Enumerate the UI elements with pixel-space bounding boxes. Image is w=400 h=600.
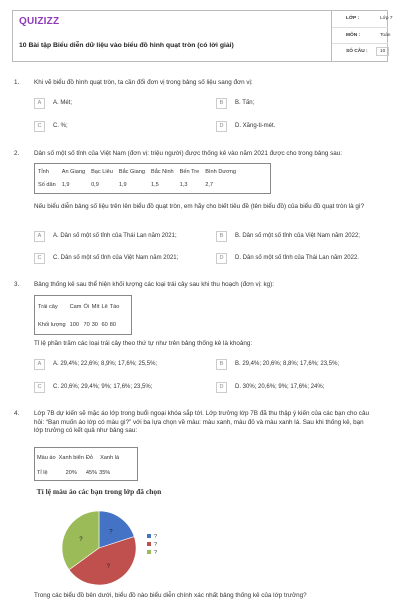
- option-letter: A: [34, 98, 45, 109]
- option-letter: C: [34, 382, 45, 393]
- question-4: [12, 410, 388, 600]
- fruit-table-grid: [35, 298, 120, 334]
- option-b[interactable]: [216, 359, 366, 371]
- table-cell: 1,5: [150, 181, 159, 188]
- table-cell: Số dân: [38, 181, 56, 188]
- table-cell: Màu áo: [37, 454, 56, 461]
- option-letter: B: [216, 98, 227, 109]
- question-followup: Tỉ lệ phần trăm các loại trái cây theo thứ tự như trên bảng thống kê là khoảng:: [34, 340, 253, 347]
- table-cell: 35%: [99, 469, 111, 476]
- shirt-color-table: [34, 447, 138, 481]
- option-a[interactable]: [34, 231, 184, 243]
- subject-label: MÔN :: [346, 32, 361, 38]
- option-text: D. Dân số một số tỉnh của Thái Lan năm 2022.: [235, 255, 359, 261]
- question-number: 1.: [14, 79, 20, 86]
- option-text: C. %;: [53, 123, 68, 129]
- option-letter: C: [34, 253, 45, 264]
- option-d[interactable]: [216, 253, 366, 265]
- question-text: Lớp 7B dự kiến sẽ mặc áo lớp trong buổi ngoại khóa sắp tới. Lớp trưởng lớp 7B đã thu thập ý kiến của các bạn cho câu hỏi: “Bạn muốn áo lớp có màu gì?” với ba lựa chọn về màu: màu xanh, màu đỏ và màu xanh lá. Sau khi thống kê, bạn lớp trưởng có kết quả như bảng sau:: [34, 410, 369, 434]
- question-number: 2.: [14, 150, 20, 157]
- table-row: [35, 165, 239, 178]
- question-text: Bảng thống kê sau thể hiện khối lượng các loại trái cây sau khi thu hoạch (đơn vị: kg):: [34, 281, 274, 288]
- option-text: A. Dân số một số tỉnh của Thái Lan năm 2021;: [53, 233, 177, 239]
- table-cell: Táo: [109, 304, 120, 310]
- table-row: [35, 465, 121, 480]
- option-letter: B: [216, 359, 227, 370]
- worksheet-meta: [331, 11, 393, 61]
- option-text: C. 20,6%; 29,4%; 9%; 17,6%; 23,5%;: [53, 384, 153, 390]
- option-text: B. Dân số một số tỉnh của Việt Nam năm 2022;: [235, 233, 360, 239]
- subject-value: Toán: [380, 32, 391, 38]
- question-followup: Nếu biểu diễn bảng số liệu trên lên biểu đồ quạt tròn, em hãy cho biết tiêu đề (tên biểu đồ) của biểu đồ quạt tròn là gì?: [34, 203, 365, 210]
- meta-class-row: [332, 11, 393, 28]
- option-d[interactable]: [216, 121, 366, 133]
- option-c[interactable]: [34, 121, 184, 133]
- table-cell: 1,9: [118, 181, 127, 188]
- table-cell: Bình Dương: [205, 168, 237, 175]
- table-cell: Đỏ: [85, 454, 94, 461]
- question-number: 3.: [14, 281, 20, 288]
- table-cell: 1,3: [179, 181, 188, 188]
- table-cell: 70: [83, 322, 90, 328]
- legend-label-0: ?: [154, 534, 158, 540]
- table-cell: 80: [109, 322, 116, 328]
- table-cell: 30: [91, 322, 98, 328]
- option-c[interactable]: [34, 253, 184, 265]
- table-cell: 0,9: [91, 181, 99, 188]
- slice-label-0: ?: [109, 529, 113, 536]
- table-cell: Tỉnh: [38, 168, 49, 175]
- worksheet-header: [12, 10, 393, 62]
- option-letter: C: [34, 121, 45, 132]
- option-text: D. 30%; 20,6%; 9%; 17,6%; 24%;: [235, 384, 325, 390]
- slice-label-2: ?: [79, 536, 83, 543]
- option-c[interactable]: [34, 382, 184, 394]
- option-text: A. Mét;: [53, 100, 73, 106]
- table-cell: Bạc Liêu: [91, 168, 113, 175]
- question-1: [12, 79, 388, 139]
- question-count-label: SỐ CÂU :: [346, 49, 368, 55]
- option-letter: D: [216, 382, 227, 393]
- option-letter: B: [216, 231, 227, 242]
- question-text: Khi vẽ biểu đồ hình quạt tròn, ta cần đổi đơn vị trong bảng số liệu sang đơn vị:: [34, 79, 253, 86]
- option-letter: A: [34, 359, 45, 370]
- chart-title: Tỉ lệ màu áo các bạn trong lớp đã chọn: [36, 487, 162, 496]
- fruit-table: [34, 295, 132, 335]
- population-table-grid: [35, 165, 239, 191]
- legend-swatch-1: [147, 542, 151, 546]
- option-a[interactable]: [34, 98, 184, 110]
- table-cell: Mít: [91, 304, 100, 310]
- legend-swatch-2: [147, 550, 151, 554]
- meta-count-row: [332, 44, 388, 61]
- option-letter: A: [34, 231, 45, 242]
- table-cell: Trái cây: [38, 304, 58, 310]
- question-count-value: 10: [376, 47, 389, 56]
- option-text: B. Tấn;: [235, 100, 255, 106]
- table-cell: 45%: [85, 469, 98, 476]
- table-cell: 2,7: [205, 181, 214, 188]
- table-cell: Cam: [69, 304, 82, 310]
- option-d[interactable]: [216, 382, 366, 394]
- question-text: Dân số một số tỉnh của Việt Nam (đơn vị: triệu người) được thống kê vào năm 2021 được cho trong bảng sau:: [34, 150, 343, 157]
- option-letter: D: [216, 253, 227, 264]
- question-2: [12, 150, 388, 270]
- table-cell: An Giang: [61, 168, 86, 175]
- table-row: [35, 450, 121, 465]
- table-cell: 100: [69, 322, 79, 328]
- option-text: C. Dân số một số tỉnh của Việt Nam năm 2021;: [53, 255, 179, 261]
- question-3: [12, 281, 388, 401]
- slice-label-1: ?: [106, 564, 110, 571]
- table-row: [35, 298, 120, 316]
- class-value: Lớp 7: [380, 16, 393, 21]
- option-text: A. 29,4%; 22,6%; 8,9%; 17,6%; 25,5%;: [53, 361, 158, 367]
- table-row: [35, 316, 120, 334]
- option-b[interactable]: [216, 98, 366, 110]
- meta-subject-row: [332, 28, 391, 45]
- table-cell: Xanh biển: [58, 454, 84, 461]
- option-a[interactable]: [34, 359, 184, 371]
- population-table: [34, 163, 271, 194]
- table-cell: Bến Tre: [179, 168, 200, 175]
- table-cell: Lê: [101, 304, 108, 310]
- legend-label-2: ?: [154, 550, 158, 556]
- pie-chart: [34, 508, 194, 588]
- table-cell: Tỉ lệ: [37, 469, 48, 476]
- table-cell: Khối lượng: [38, 322, 66, 328]
- question-followup: Trong các biểu đồ bên dưới, biểu đồ nào biểu diễn chính xác nhất bảng thống kê của lớp trưởng?: [34, 592, 307, 599]
- quizizz-logo[interactable]: QUIZIZZ: [19, 16, 60, 27]
- table-cell: Xanh lá: [100, 454, 120, 461]
- table-cell: 60: [101, 322, 108, 328]
- table-cell: Bắc Giang: [118, 168, 145, 175]
- table-cell: 20%: [65, 469, 77, 476]
- option-text: B. 29,4%; 20,6%; 8,8%; 17,6%; 23,5%;: [235, 361, 340, 367]
- question-number: 4.: [14, 410, 20, 417]
- table-cell: Ổi: [83, 304, 90, 310]
- table-cell: 1,9: [61, 181, 70, 188]
- table-cell: Bắc Ninh: [150, 168, 174, 175]
- page-title: 10 Bài tập Biểu diễn dữ liệu vào biểu đồ hình quạt tròn (có lời giải): [19, 42, 234, 49]
- option-text: D. Xăng-ti-mét.: [235, 123, 276, 129]
- legend-swatch-0: [147, 534, 151, 538]
- option-b[interactable]: [216, 231, 366, 243]
- legend-label-1: ?: [154, 542, 158, 548]
- shirt-color-table-grid: [35, 450, 121, 480]
- table-row: [35, 178, 239, 191]
- class-label: LỚP :: [346, 16, 360, 21]
- option-letter: D: [216, 121, 227, 132]
